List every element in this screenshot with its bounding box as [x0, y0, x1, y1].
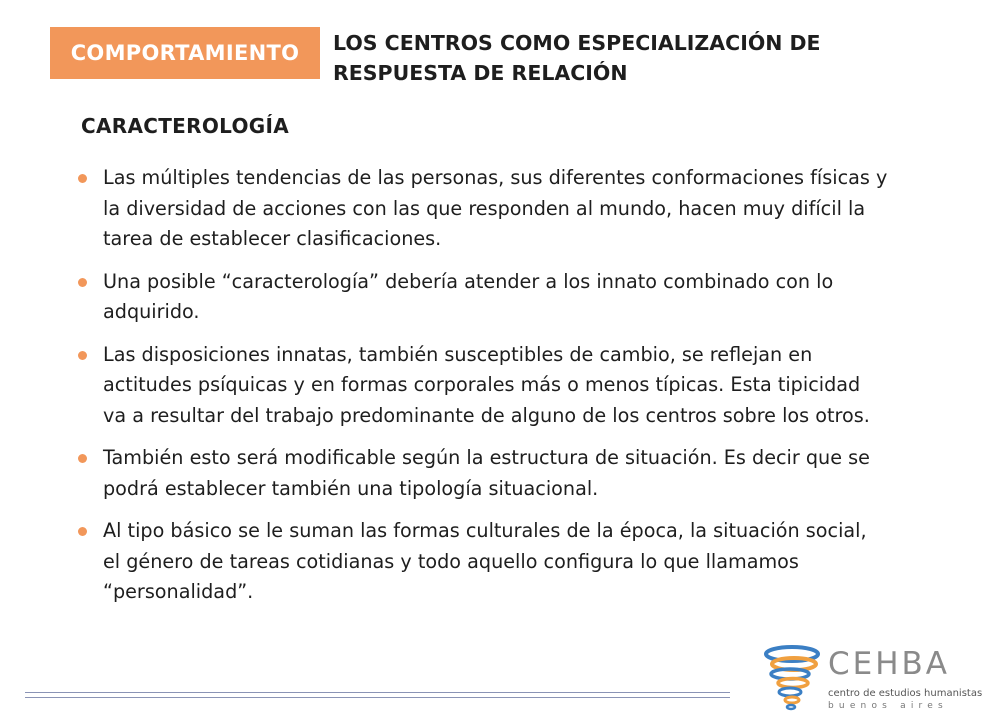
- bullet-dot-icon: [78, 174, 87, 183]
- section-subtitle: CARACTEROLOGÍA: [81, 114, 289, 138]
- bullet-dot-icon: [78, 351, 87, 360]
- swirl-logo-icon: [762, 644, 824, 716]
- bullet-text: Las disposiciones innatas, también susceptibles de cambio, se reflejan en actitudes psíquicas y en formas corporales más o menos típicas. Esta tipicidad va a resultar del trabajo predominante de alguno de los centros sobre los otros.: [103, 342, 870, 427]
- logo-tagline: centro de estudios humanistas: [828, 688, 982, 699]
- bullet-dot-icon: [78, 527, 87, 536]
- logo-city: buenos aires: [828, 701, 948, 711]
- bullet-text: Una posible “caracterología” debería atender a los innato combinado con lo adquirido.: [103, 269, 834, 323]
- slide-title-line-1: LOS CENTROS COMO ESPECIALIZACIÓN DE: [333, 31, 821, 55]
- bullet-list: [78, 163, 888, 620]
- section-tag: COMPORTAMIENTO: [50, 27, 320, 79]
- slide-title: [333, 28, 893, 88]
- footer-divider: [25, 692, 730, 693]
- bullet-dot-icon: [78, 278, 87, 287]
- bullet-text: También esto será modificable según la estructura de situación. Es decir que se podrá establecer también una tipología situacional.: [103, 446, 870, 500]
- bullet-dot-icon: [78, 454, 87, 463]
- bullet-item: [78, 340, 888, 432]
- bullet-item: [78, 163, 888, 255]
- logo-wordmark: CEHBA: [828, 646, 951, 682]
- bullet-text: Al tipo básico se le suman las formas culturales de la época, la situación social, el género de tareas cotidianas y todo aquello configura lo que llamamos “personalidad”.: [103, 519, 867, 603]
- bullet-text: Las múltiples tendencias de las personas, sus diferentes conformaciones físicas y la diversidad de acciones con las que responden al mundo, hacen muy difícil la tarea de establecer clasificaciones.: [103, 166, 888, 250]
- bullet-item: [78, 443, 888, 504]
- bullet-item: [78, 516, 888, 608]
- bullet-item: [78, 267, 888, 328]
- slide-title-line-2: RESPUESTA DE RELACIÓN: [333, 61, 628, 85]
- cehba-logo: [762, 644, 982, 716]
- footer-divider: [25, 697, 730, 698]
